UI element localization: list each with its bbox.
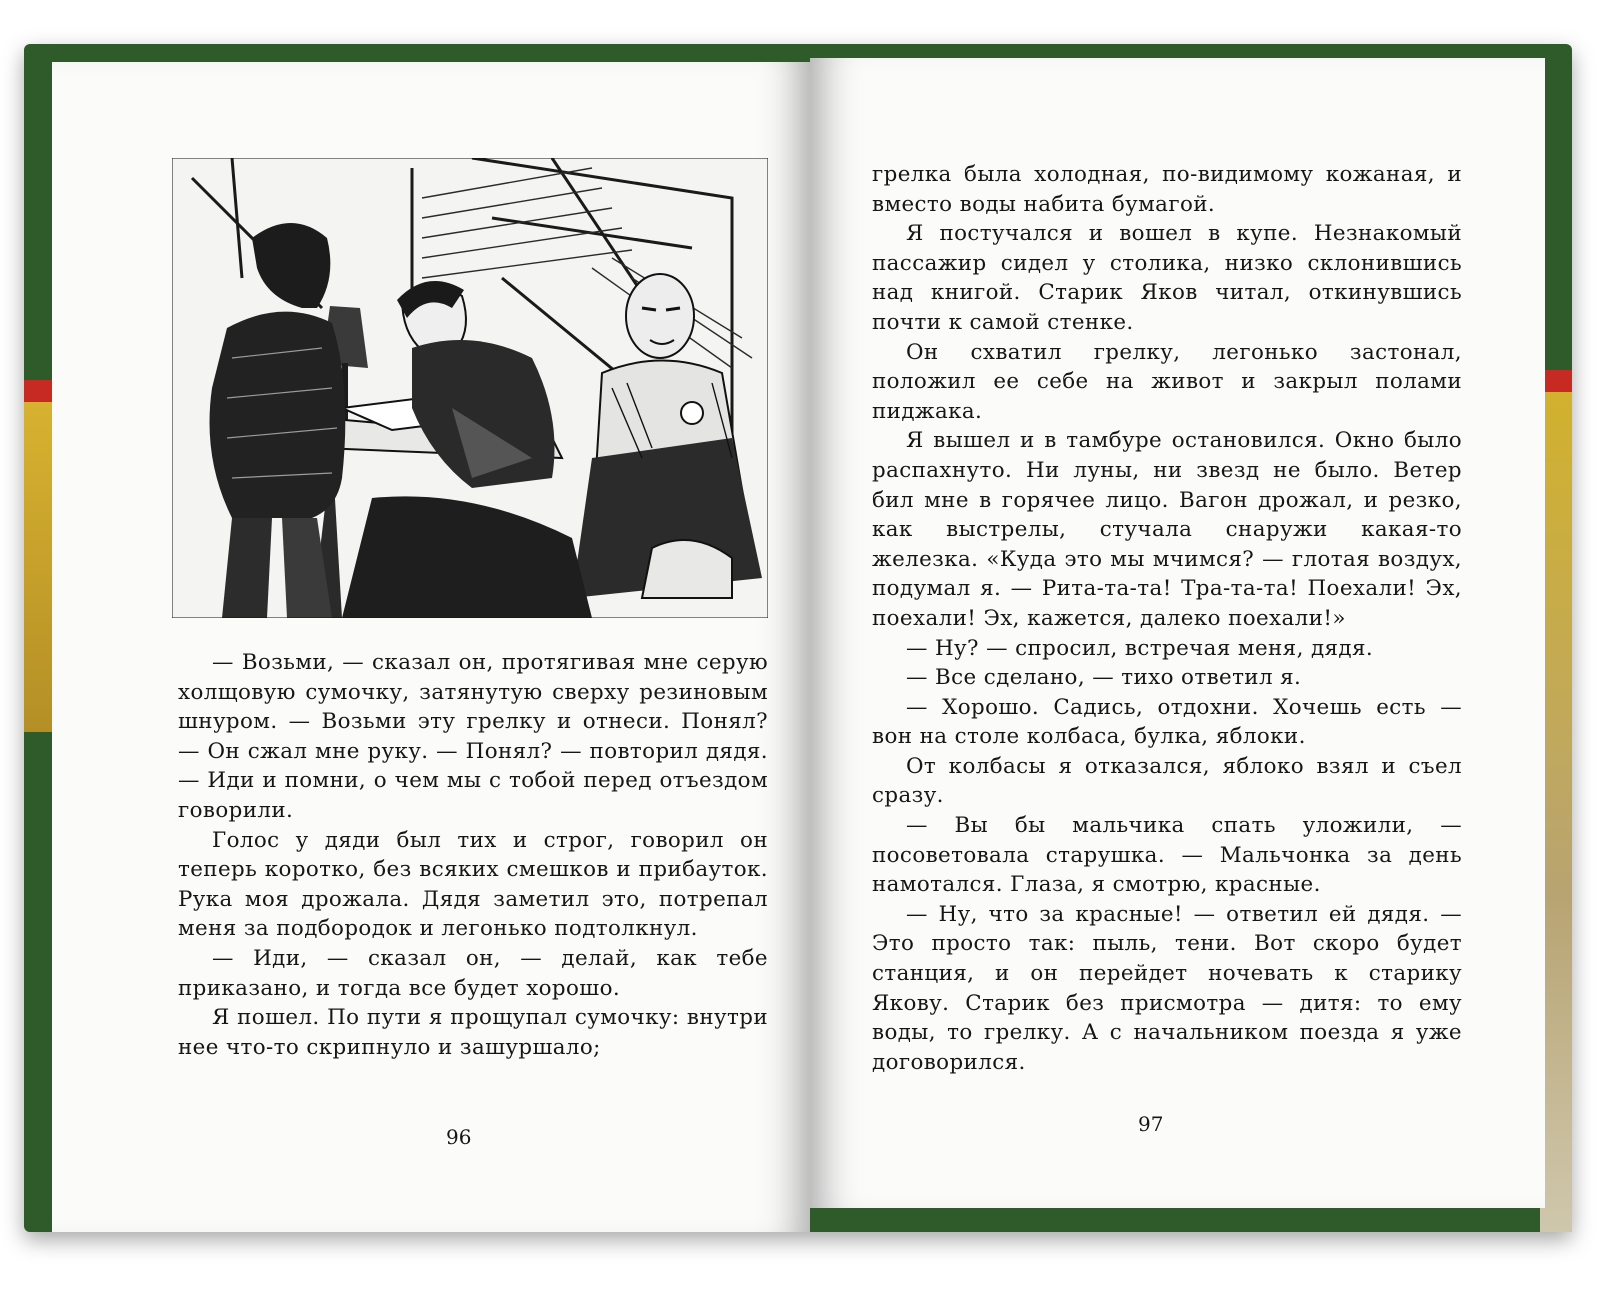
left-page-text <box>178 648 768 1062</box>
page-number-right: 97 <box>1138 1112 1164 1136</box>
paragraph: — Ну? — спросил, встречая меня, дядя. <box>906 635 1374 661</box>
paragraph: — Все сделано, — тихо ответил я. <box>906 665 1302 691</box>
paragraph: — Хорошо. Садись, отдохни. Хочешь есть — вон на столе колбаса, булка, яблоки. <box>872 694 1462 750</box>
paragraph: — Вы бы мальчика спать уложили, — посоветовала старушка. — Мальчонка за день намотался. Глаза, я смотрю, красные. <box>872 813 1462 898</box>
paragraph: Я постучался и вошел в купе. Незнакомый пассажир сидел у столика, низко склонившись над книгой. Старик Яков читал, откинувшись почти к самой стенке. <box>872 221 1462 335</box>
page-number-left: 96 <box>446 1125 472 1149</box>
paragraph: Я пошел. По пути я прощупал сумочку: внутри нее что-то скрипнуло и зашуршало; <box>178 1005 768 1060</box>
paragraph: — Иди, — сказал он, — делай, как тебе приказано, и тогда все будет хорошо. <box>178 945 768 1001</box>
right-page-text <box>872 160 1462 1077</box>
paragraph: Я вышел и в тамбуре остановился. Окно было распахнуто. Ни луны, ни звезд не было. Ветер бил мне в горячее лицо. Вагон дрожал, и резко, как выстрелы, стучала снаружи какая-то железка. «Куда это мы мчимся? — глотая воздух, подумал я. — Рита-та-та! Тра-та-та! Поехали! Эх, поехали! Эх, кажется, далеко поехали!» <box>872 428 1462 631</box>
paragraph: Голос у дяди был тих и строг, говорил он теперь коротко, без всяких смешков и прибауток. Рука моя дрожала. Дядя заметил это, потрепал меня за подбородок и легонько подтолкнул. <box>178 827 768 942</box>
paragraph: Он схватил грелку, легонько застонал, положил ее себе на живот и закрыл полами пиджака. <box>872 339 1462 424</box>
paragraph: — Ну, что за красные! — ответил ей дядя. — Это просто так: пыль, тени. Вот скоро будет станция, и он перейдет ночевать к старику Якову. Старик без присмотра — дитя: то ему воды, то грелку. А с начальником поезда я уже договорился. <box>872 901 1462 1075</box>
paragraph: От колбасы я отказался, яблоко взял и съел сразу. <box>872 753 1462 809</box>
paragraph: — Возьми, — сказал он, протягивая мне серую холщовую сумочку, затянутую сверху резиновым шнуром. — Возьми эту грелку и отнеси. Понял? — Он сжал мне руку. — Понял? — повторил дядя. — Иди и помни, о чем мы с тобой перед отъездом говорили. <box>178 650 768 823</box>
train-compartment-illustration <box>172 158 768 618</box>
paragraph: грелка была холодная, по-видимому кожаная, и вместо воды набита бумагой. <box>872 162 1462 217</box>
